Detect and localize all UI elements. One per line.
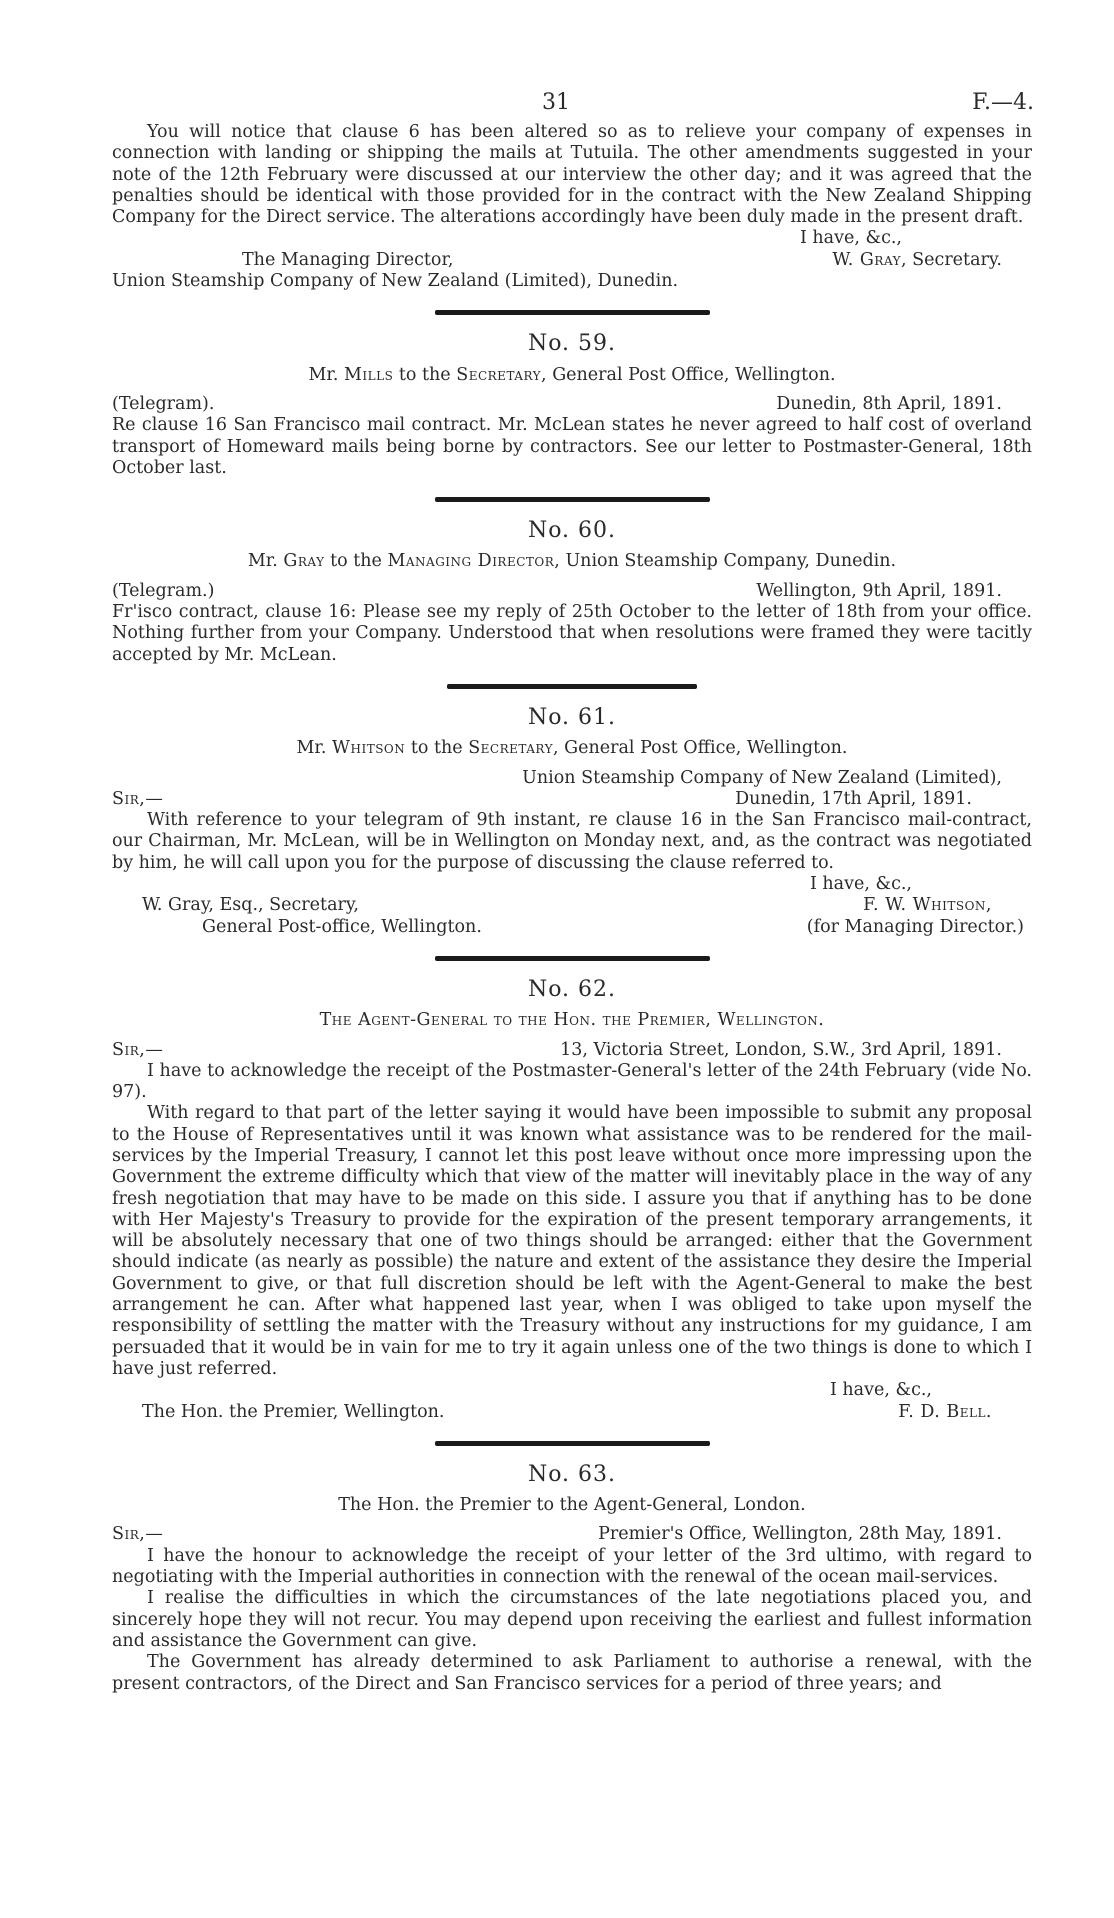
letter-59-type: (Telegram). [112, 393, 215, 414]
letter-59-title: Mr. Mills to the Secretary, General Post Office, Wellington. [308, 364, 836, 385]
letter-60-type: (Telegram.) [112, 580, 215, 601]
intro-sig-title: , Secretary. [901, 249, 1002, 270]
letter-62-closing: I have, &c., [829, 1380, 932, 1401]
letter-62-salutation: Sir,— [112, 1039, 164, 1060]
letter-61-salutation-row [112, 789, 1032, 810]
separator-rule [447, 684, 697, 689]
page-number: 31 [542, 90, 570, 115]
letter-61-body: With reference to your telegram of 9th instant, re clause 16 in the San Francisco mail-contract, our Chairman, Mr. McLean, will be in Wellington on Monday next, and, as the contract was negotiated by him, he will call upon you for the purpose of discussing the clause referred to. [112, 810, 1032, 873]
letter-62-paragraph-2: With regard to that part of the letter saying it would have been impossible to submit any proposal to the House of Representatives until it was known what assistance was to be rendered for the mail-services by the Imperial Treasury, I cannot let this post leave without once more impressing upon the Government the extreme difficulty which that view of the matter will inevitably place in the way of any fresh negotiation that may have to be made on this side. I assure you that if anything has to be done with Her Majesty's Treasury to provide for the expiration of the present temporary arrangements, it will be absolutely necessary that one of two things should be arranged: either that the Government should indicate (as nearly as possible) the nature and extent of the assistance they desire the Imperial Government to give, or that full discretion should be left with the Agent-General to make the best arrangement he can. After what happened last year, when I was obliged to take upon myself the responsibility of settling the matter with the Treasury without any instructions for my guidance, I am persuaded that it would be in vain for me to try it again unless one of the two things is done to which I have just referred. [112, 1103, 1032, 1379]
letter-63-paragraph-2: I realise the difficulties in which the circumstances of the late negotiations placed you, and sincerely hope they will not recur. You may depend upon receiving the earliest and fullest information and assistance the Government can give. [112, 1588, 1032, 1651]
letter-61-title: Mr. Whitson to the Secretary, General Post Office, Wellington. [296, 738, 848, 759]
letter-63-paragraph-3: The Government has already determined to ask Parliament to authorise a renewal, with the present contractors, of the Direct and San Francisco services for a period of three years; and [112, 1652, 1032, 1694]
letter-61-number: No. 61. [527, 704, 617, 730]
letter-59-header-row [112, 394, 1032, 415]
letter-61-sign-row-2 [112, 917, 1032, 938]
separator-rule [435, 310, 710, 315]
letter-60-place-date: Wellington, 9th April, 1891. [756, 580, 1002, 601]
document-reference: F.—4. [972, 90, 1034, 115]
letter-62-signature: F. D. Bell. [898, 1401, 992, 1422]
letter-61-addressee-1: W. Gray, Esq., Secretary, [142, 895, 359, 916]
intro-paragraph: You will notice that clause 6 has been altered so as to relieve your company of expenses in connection with landing or shipping the mails at Tutuila. The other amendments suggested in your note of the 12th February were discussed at our interview the other day; and it was agreed that the penalties should be identical with those provided for in the contract with the New Zealand Shipping Company for the Direct service. The alterations accordingly have been duly made in the present draft. [112, 122, 1032, 228]
intro-closing: I have, &c., [799, 228, 902, 249]
letter-62-title: The Agent-General to the Hon. the Premier, Wellington. [319, 1010, 825, 1031]
page-header [112, 0, 1032, 120]
intro-signature [832, 250, 1032, 271]
letter-63-place-date: Premier's Office, Wellington, 28th May, 1891. [598, 1524, 1002, 1545]
document-page [112, 0, 1032, 1918]
intro-sign-row [112, 250, 1032, 271]
letter-62-salutation-row [112, 1040, 1032, 1061]
letter-61-salutation: Sir,— [112, 788, 164, 809]
letter-60-body: Fr'isco contract, clause 16: Please see my reply of 25th October to the letter of 18th from your office. Nothing further from your Company. Understood that when resolutions were framed they were tacitly accepted by Mr. McLean. [112, 602, 1032, 665]
letter-61-place-line-2: Dunedin, 17th April, 1891. [735, 788, 972, 809]
separator-rule [435, 1441, 710, 1446]
letter-59-body: Re clause 16 San Francisco mail contract. Mr. McLean states he never agreed to half cost of overland transport of Homeward mails being borne by contractors. See our letter to Postmaster-General, 18th October last. [112, 415, 1032, 478]
letter-61-signature: F. W. Whitson, [863, 895, 992, 916]
letter-60-title: Mr. Gray to the Managing Director, Union Steamship Company, Dunedin. [247, 551, 897, 572]
letter-61-addressee-2: General Post-office, Wellington. [202, 916, 482, 937]
letter-62-number: No. 62. [527, 976, 617, 1002]
intro-addressee: The Managing Director, [242, 249, 454, 270]
letter-62-sign-row [112, 1402, 1032, 1423]
letter-61-place-line-1: Union Steamship Company of New Zealand (Limited), [522, 767, 1002, 788]
letter-61-sign-row-1 [112, 895, 1032, 916]
letter-61-closing: I have, &c., [809, 874, 912, 895]
letter-62-place-date: 13, Victoria Street, London, S.W., 3rd April, 1891. [560, 1039, 1002, 1060]
letter-60-number: No. 60. [527, 518, 617, 544]
letter-62-addressee: The Hon. the Premier, Wellington. [142, 1401, 445, 1422]
letter-63-number: No. 63. [527, 1461, 617, 1487]
separator-rule [435, 497, 710, 502]
letter-62-paragraph-1: I have to acknowledge the receipt of the Postmaster-General's letter of the 24th February (vide No. 97). [112, 1060, 1032, 1103]
letter-59-number: No. 59. [527, 331, 617, 357]
letter-60-header-row [112, 581, 1032, 602]
letter-63-title: The Hon. the Premier to the Agent-General, London. [338, 1495, 806, 1516]
letter-63-salutation: Sir,— [112, 1524, 164, 1545]
separator-rule [435, 956, 710, 961]
intro-sig-name: W. Gray [832, 249, 902, 270]
letter-59-place-date: Dunedin, 8th April, 1891. [776, 393, 1002, 414]
letter-63-salutation-row [112, 1524, 1032, 1545]
intro-addressee-company: Union Steamship Company of New Zealand (Limited), Dunedin. [112, 271, 679, 292]
letter-63-paragraph-1: I have the honour to acknowledge the receipt of your letter of the 3rd ultimo, with regard to negotiating with the Imperial authorities in connection with the renewal of the ocean mail-services. [112, 1545, 1032, 1588]
letter-61-signature-note: (for Managing Director.) [806, 916, 1024, 937]
